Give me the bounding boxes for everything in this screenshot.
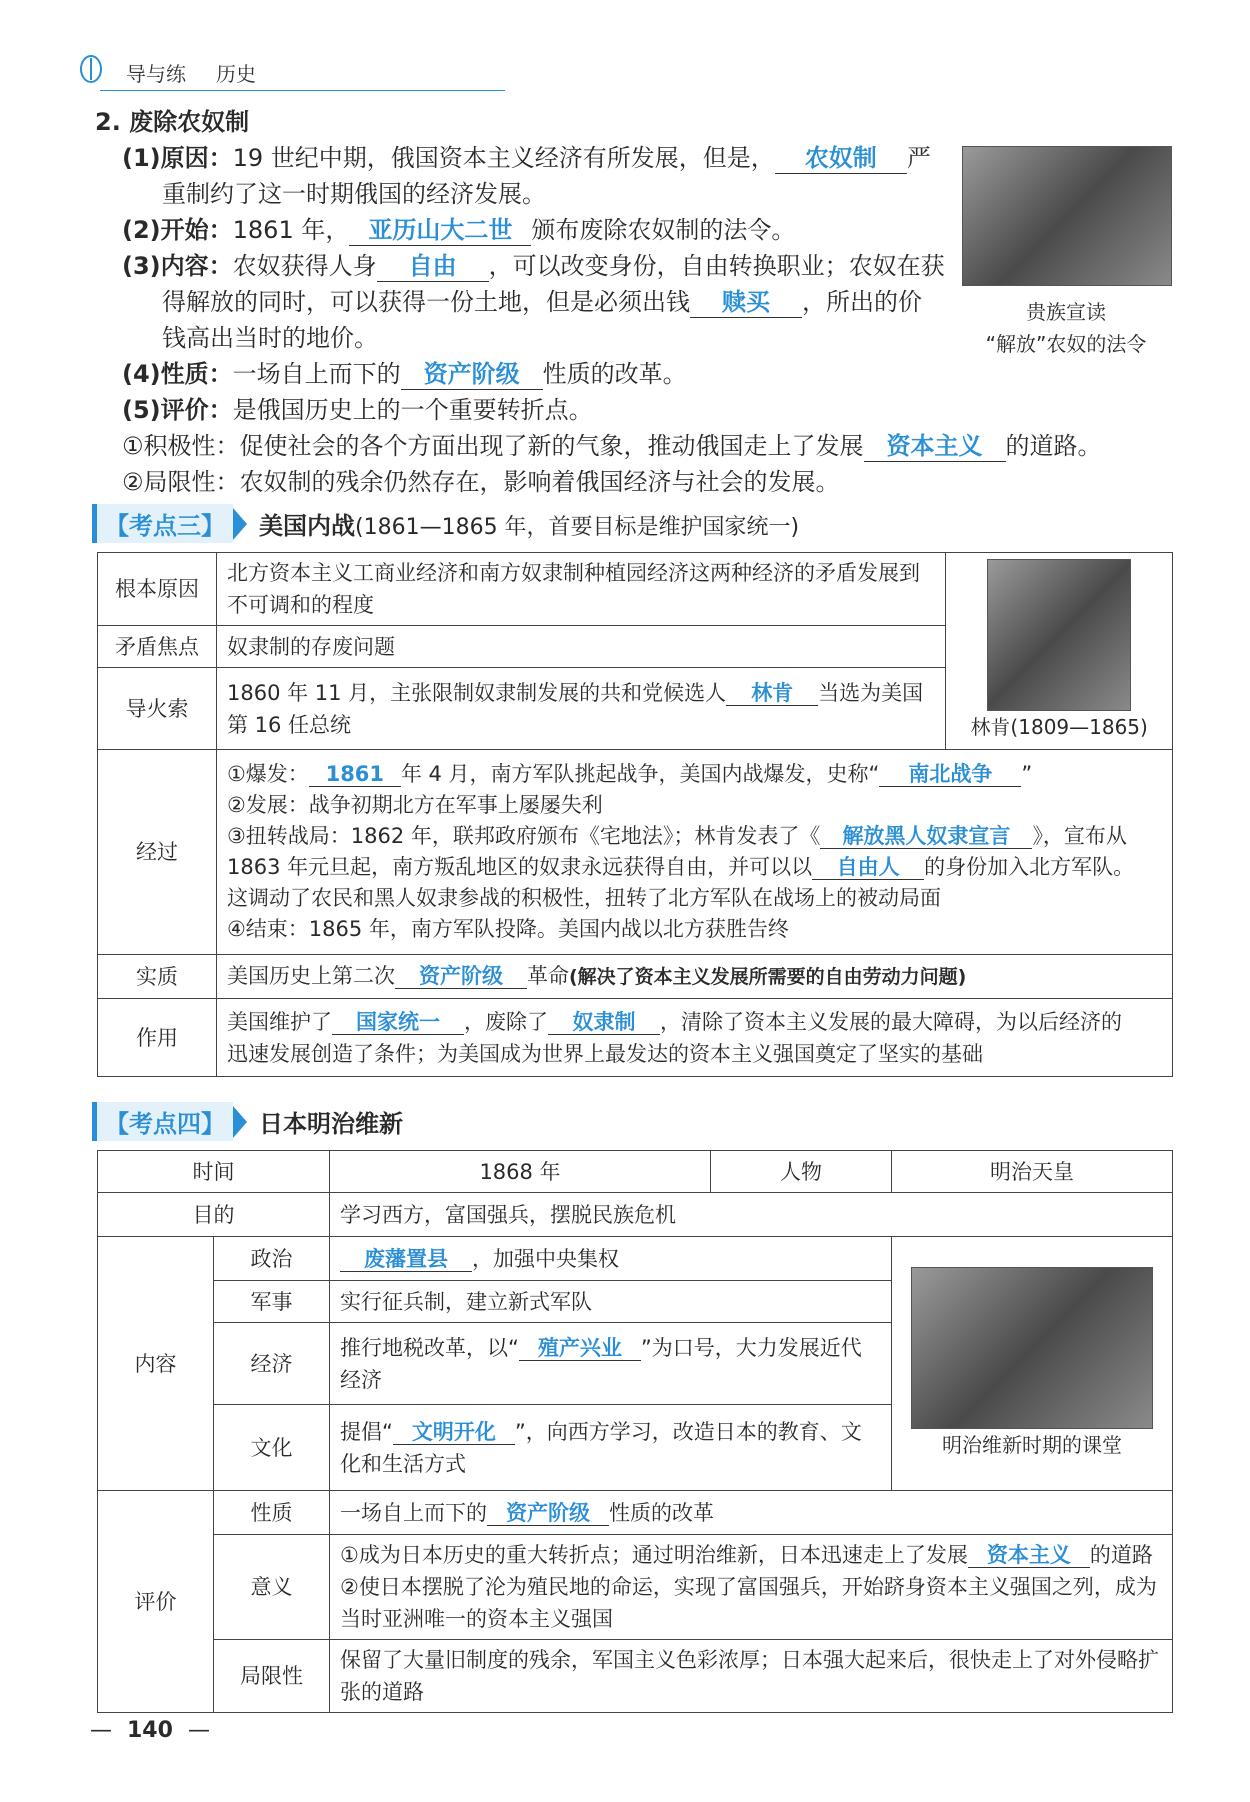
row-label: 时间	[98, 1151, 330, 1193]
meiji-classroom-photo	[911, 1267, 1153, 1429]
civil-war-table	[97, 552, 1173, 1077]
photo-caption-1: 贵族宣读	[1026, 300, 1106, 324]
answer-blank: 赎买	[690, 289, 802, 318]
answer-blank: 资产阶级	[487, 1501, 609, 1526]
answer-blank: 国家统一	[332, 1010, 464, 1035]
row-text: 学习西方，富国强兵，摆脱民族危机	[330, 1193, 1173, 1237]
row-label: 军事	[214, 1281, 330, 1323]
row-text: 明治天皇	[892, 1151, 1173, 1193]
row-label: 经济	[214, 1323, 330, 1405]
answer-blank: 奴隶制	[548, 1010, 660, 1035]
row-text: 1860 年 11 月，主张限制奴隶制发展的共和党候选人 林肯 当选为美国第 16 任总统	[216, 668, 945, 750]
arrow-icon	[233, 508, 247, 540]
book-logo-icon	[78, 54, 108, 88]
row-text: 推行地税改革，以“ 殖产兴业 ”为口号，大力发展近代经济	[330, 1323, 892, 1405]
answer-blank: 资本主义	[968, 1543, 1090, 1568]
row-text: 提倡“ 文明开化 ”，向西方学习，改造日本的教育、文化和生活方式	[330, 1405, 892, 1491]
header-book: 导与练	[126, 62, 186, 86]
row-label: 导火索	[98, 668, 217, 750]
section-heading: 2. 废除农奴制	[95, 108, 250, 136]
cause-line: (1)原因：19 世纪中期，俄国资本主义经济有所发展，但是， 农奴制 严	[122, 144, 931, 172]
answer-blank: 林肯	[726, 681, 818, 706]
row-label: 作用	[98, 999, 217, 1077]
portrait-cell	[946, 553, 1173, 750]
portrait-caption: 林肯(1809—1865)	[970, 715, 1148, 739]
row-label: 经过	[98, 750, 217, 955]
kaodian3-heading	[92, 504, 799, 543]
photo-caption-2: “解放”农奴的法令	[985, 332, 1147, 356]
classroom-photo-cell	[892, 1237, 1173, 1491]
answer-blank: 农奴制	[775, 145, 907, 174]
row-label: 矛盾焦点	[98, 626, 217, 668]
arrow-icon	[233, 1106, 247, 1138]
kaodian4-badge: 【考点四】	[92, 1102, 233, 1141]
row-text: 实行征兵制，建立新式军队	[330, 1281, 892, 1323]
footer-dash: —	[90, 1718, 112, 1743]
header-subject: 历史	[216, 62, 256, 86]
footer-dash: —	[187, 1718, 210, 1743]
answer-blank: 文明开化	[393, 1420, 515, 1445]
row-text: 美国历史上第二次 资产阶级 革命(解决了资本主义发展所需要的自由劳动力问题)	[216, 955, 1172, 999]
nobles-reading-photo	[962, 146, 1172, 286]
classroom-caption: 明治维新时期的课堂	[942, 1432, 1122, 1457]
answer-blank: 废藩置县	[340, 1247, 472, 1272]
row-text: 北方资本主义工商业经济和南方奴隶制种植园经济这两种经济的矛盾发展到不可调和的程度	[216, 553, 945, 626]
row-text: ①爆发： 1861 年 4 月，南方军队挑起战争，美国内战爆发，史称“ 南北战争 ” ②发展：战争初期北方在军事上屡屡失利 ③扭转战局：1862 年，联邦政府颁布《宅地法》；林肯发表了《 解放黑人奴隶宣言 》，宣布从 1863 年元旦起，南方叛乱地区的奴隶永远获得自由，并可以以 自由人 的身份加入北方军队。 这调动了农民和黑人奴隶参战的积极性，扭转了北方军队在战场上的被动局面 ④结束：1865 年，南方军队投降。美国内战以北方获胜告终	[216, 750, 1172, 955]
row-text: 一场自上而下的 资产阶级 性质的改革	[330, 1491, 1173, 1535]
row-text: 美国维护了 国家统一 ，废除了 奴隶制 ，清除了资本主义发展的最大障碍，为以后经济的 迅速发展创造了条件；为美国成为世界上最发达的资本主义强国奠定了坚实的基础	[216, 999, 1172, 1077]
row-label: 根本原因	[98, 553, 217, 626]
row-text: 奴隶制的存废问题	[216, 626, 945, 668]
row-label: 目的	[98, 1193, 330, 1237]
content-line-3: 钱高出当时的地价。	[162, 324, 378, 352]
cause-line-2: 重制约了这一时期俄国的经济发展。	[162, 180, 546, 208]
answer-blank: 资产阶级	[401, 361, 543, 390]
row-text: 废藩置县 ，加强中央集权	[330, 1237, 892, 1281]
row-text: 保留了大量旧制度的残余，军国主义色彩浓厚；日本强大起来后，很快走上了对外侵略扩张的道路	[330, 1640, 1173, 1713]
positive-line: ①积极性：促使社会的各个方面出现了新的气象，推动俄国走上了发展 资本主义 的道路。	[122, 432, 1102, 460]
page-number: 140	[127, 1718, 173, 1743]
eval-line: (5)评价：是俄国历史上的一个重要转折点。	[122, 396, 593, 424]
kaodian4-heading	[92, 1102, 403, 1141]
group-label: 内容	[98, 1237, 214, 1491]
page-header	[78, 52, 428, 92]
nature-line: (4)性质：一场自上而下的 资产阶级 性质的改革。	[122, 360, 687, 388]
lincoln-portrait	[987, 559, 1131, 711]
negative-line: ②局限性：农奴制的残余仍然存在，影响着俄国经济与社会的发展。	[122, 468, 840, 496]
row-label: 人物	[711, 1151, 892, 1193]
answer-blank: 自由人	[812, 855, 924, 880]
start-line: (2)开始：1861 年， 亚历山大二世 颁布废除农奴制的法令。	[122, 216, 796, 244]
group-label: 评价	[98, 1491, 214, 1713]
row-label: 政治	[214, 1237, 330, 1281]
meiji-table	[97, 1150, 1173, 1713]
row-text: ①成为日本历史的重大转折点；通过明治维新，日本迅速走上了发展 资本主义 的道路 ②使日本摆脱了沦为殖民地的命运，实现了富国强兵，开始跻身资本主义强国之列，成为当时亚洲唯一的资本主义强国	[330, 1535, 1173, 1640]
row-label: 实质	[98, 955, 217, 999]
row-label: 文化	[214, 1405, 330, 1491]
answer-blank: 资本主义	[864, 433, 1006, 462]
kaodian3-badge: 【考点三】	[92, 504, 233, 543]
answer-blank: 亚历山大二世	[349, 217, 531, 246]
header-rule	[100, 90, 505, 91]
answer-blank: 殖产兴业	[519, 1336, 641, 1361]
content-line-2: 得解放的同时，可以获得一份土地，但是必须出钱 赎买 ，所出的价	[162, 288, 922, 316]
answer-blank: 解放黑人奴隶宣言	[820, 824, 1032, 849]
content-line: (3)内容：农奴获得人身 自由 ，可以改变身份，自由转换职业；农奴在获	[122, 252, 945, 280]
page-footer	[90, 1718, 210, 1743]
kaodian4-title: 日本明治维新	[259, 1110, 403, 1138]
row-label: 性质	[214, 1491, 330, 1535]
row-label: 意义	[214, 1535, 330, 1640]
row-label: 局限性	[214, 1640, 330, 1713]
kaodian3-title: 美国内战(1861—1865 年，首要目标是维护国家统一)	[259, 512, 800, 540]
answer-blank: 南北战争	[879, 762, 1021, 787]
answer-blank: 自由	[377, 253, 489, 282]
row-text: 1868 年	[330, 1151, 711, 1193]
answer-blank: 1861	[309, 762, 401, 787]
answer-blank: 资产阶级	[395, 964, 527, 989]
